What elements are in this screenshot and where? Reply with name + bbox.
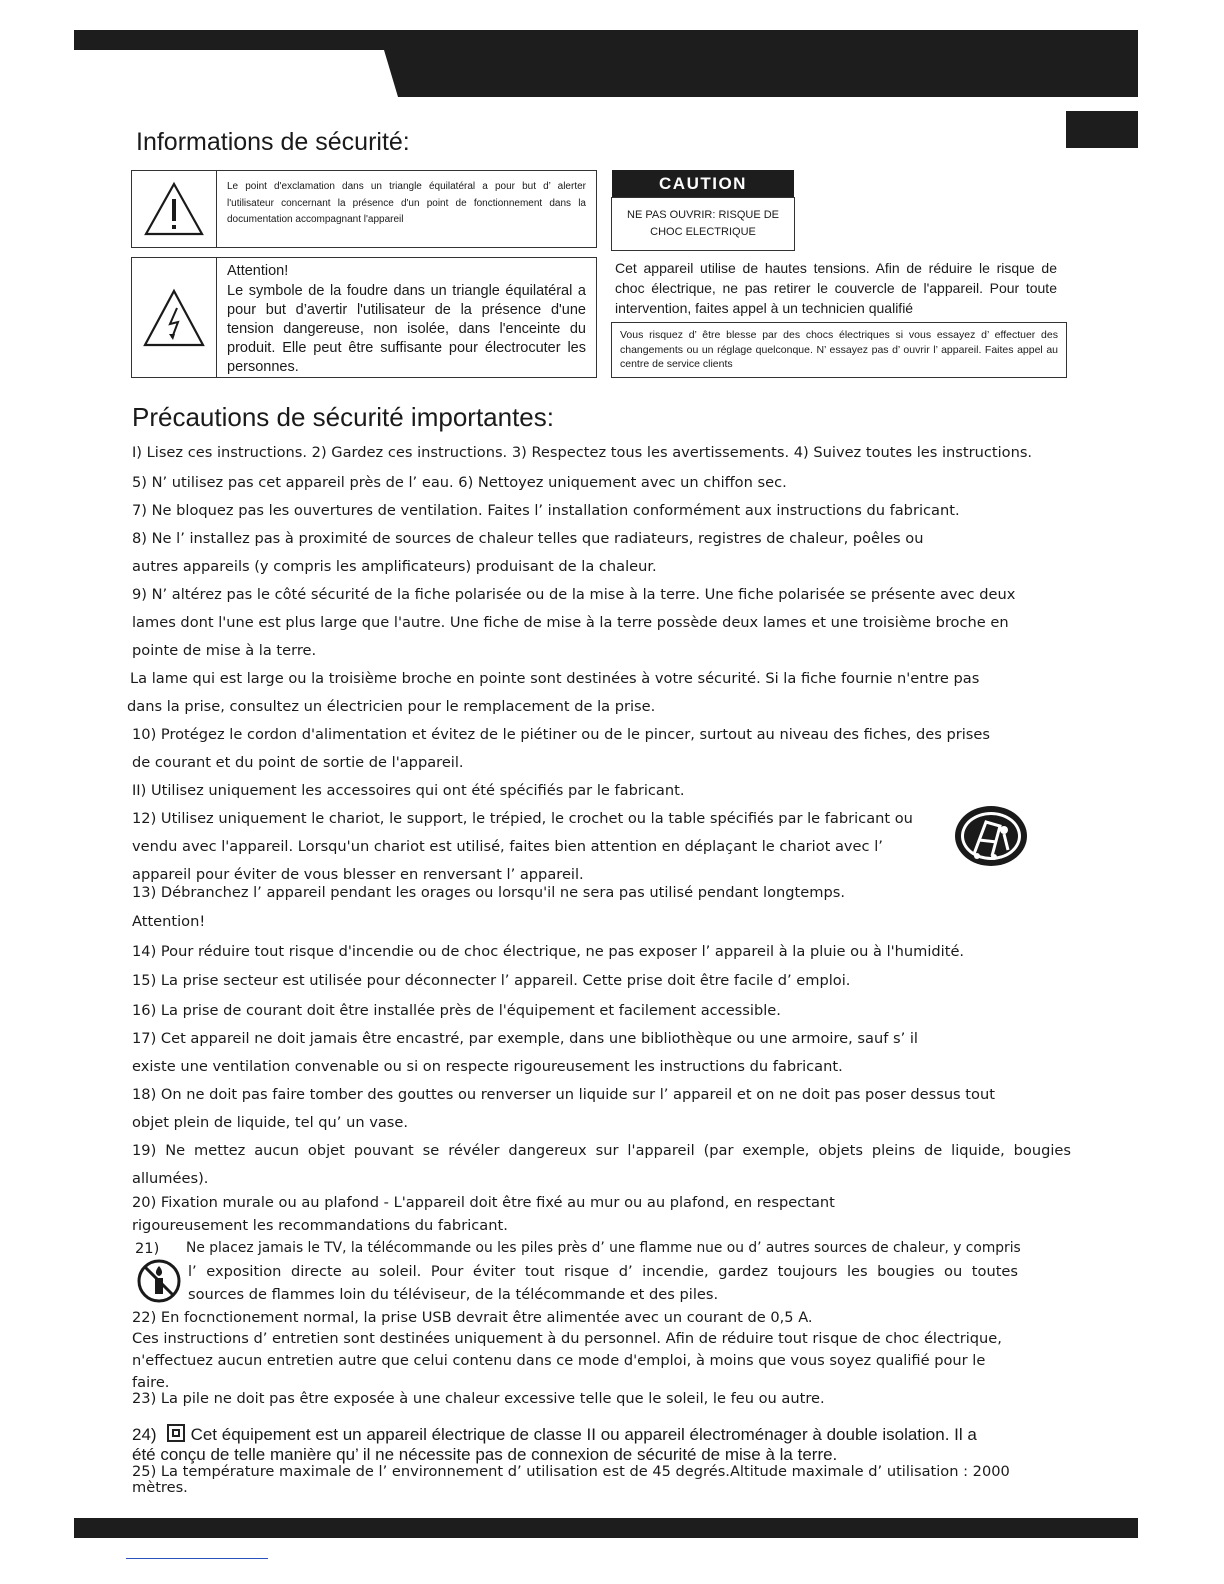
- footer-link-line: [126, 1558, 268, 1559]
- instruction-line: vendu avec l'appareil. Lorsqu'un chariot est utilisé, faites bien attention en déplaçant le chariot avec l’: [132, 838, 883, 855]
- lightning-triangle-icon: [142, 288, 206, 348]
- instruction-line: 23) La pile ne doit pas être exposée à une chaleur excessive telle que le soleil, le feu ou autre.: [132, 1390, 825, 1407]
- instruction-line: de courant et du point de sortie de l'appareil.: [132, 754, 464, 771]
- instruction-line: 14) Pour réduire tout risque d'incendie ou de choc électrique, ne pas exposer l’ appareil à la pluie ou à l'humidité.: [132, 943, 965, 960]
- instruction-line: Attention!: [132, 913, 206, 930]
- instruction-line: 19) Ne mettez aucun objet pouvant se révéler dangereux sur l'appareil (par exemple, objets pleins de liquide, bougies: [132, 1142, 1071, 1159]
- instruction-line: 10) Protégez le cordon d'alimentation et évitez de le piétiner ou de le pincer, surtout au niveau des fiches, des prises: [132, 726, 990, 743]
- class-ii-icon: [167, 1424, 185, 1442]
- footer-bar: [74, 1518, 1138, 1538]
- exclamation-triangle-icon: [143, 181, 205, 237]
- exclamation-notice: [131, 170, 597, 248]
- instruction-line: n'effectuez aucun entretien autre que celui contenu dans ce mode d'emploi, à moins que vous soyez qualifié pour le: [132, 1352, 986, 1369]
- instruction-line: II) Utilisez uniquement les accessoires qui ont été spécifiés par le fabricant.: [132, 782, 685, 799]
- lightning-notice: [131, 257, 597, 378]
- instruction-line: dans la prise, consultez un électricien pour le remplacement de la prise.: [127, 698, 656, 715]
- instruction-line: 18) On ne doit pas faire tomber des gouttes ou renverser un liquide sur l’ appareil et on ne doit pas poser dessus tout: [132, 1086, 995, 1103]
- caution-label: CAUTION: [612, 170, 794, 197]
- caution-line-2: CHOC ELECTRIQUE: [650, 226, 756, 238]
- section-tab: [1066, 111, 1138, 148]
- instruction-line: 22) En focnctionement normal, la prise USB devrait être alimentée avec un courant de 0,5 A.: [132, 1309, 813, 1326]
- instruction-line: lames dont l'une est plus large que l'autre. Une fiche de mise à la terre possède deux lames et une troisième broche en: [132, 614, 1009, 631]
- lightning-text: Le symbole de la foudre dans un triangle équilatéral a pour but d’avertir l'utilisateur de la présence d'une tension dangereuse, non isolée, dans l'enceinte du produit. Elle peut être suffisante pour électrocuter les personnes.: [227, 283, 586, 375]
- exclamation-text: Le point d'exclamation dans un triangle équilatéral a pour but d’ alerter l'utilisateur concernant la présence d'un point de fonctionnement dans la documentation accompagnant l'appareil: [227, 181, 586, 225]
- class-ii-text: Cet équipement est un appareil électrique de classe II ou appareil électroménager à double isolation. Il a: [190, 1425, 977, 1444]
- instruction-line: objet plein de liquide, tel qu’ un vase.: [132, 1114, 409, 1131]
- instruction-line: 5) N’ utilisez pas cet appareil près de l’ eau. 6) Nettoyez uniquement avec un chiffon sec.: [132, 474, 787, 491]
- instruction-line: 8) Ne l’ installez pas à proximité de sources de chaleur telles que radiateurs, registres de chaleur, poêles ou: [132, 530, 924, 547]
- instruction-line: rigoureusement les recommandations du fabricant.: [132, 1217, 508, 1234]
- instruction-line: 21): [135, 1240, 160, 1257]
- instruction-line: 20) Fixation murale ou au plafond - L'appareil doit être fixé au mur ou au plafond, en respectant: [132, 1194, 835, 1211]
- high-voltage-text: Cet appareil utilise de hautes tensions. Afin de réduire le risque de choc électrique, ne pas retirer le couvercle de l'appareil. Pour toute intervention, faites appel à un technicien qualifié: [615, 260, 1057, 316]
- instruction-line: faire.: [132, 1374, 170, 1391]
- instruction-line: La lame qui est large ou la troisième broche en pointe sont destinées à votre sécurité. Si la fiche fournie n'entre pas: [130, 670, 980, 687]
- section-title: Précautions de sécurité importantes:: [132, 402, 554, 432]
- instruction-line: appareil pour éviter de vous blesser en renversant l’ appareil.: [132, 866, 584, 883]
- item-number: 24): [132, 1425, 157, 1444]
- instruction-line: 9) N’ altérez pas le côté sécurité de la fiche polarisée ou de la mise à la terre. Une fiche polarisée se présente avec deux: [132, 586, 1016, 603]
- header-bar: [74, 30, 1138, 97]
- warning-box: Vous risquez d’ être blesse par des chocs électriques si vous essayez d’ effectuer des changements ou un réglage quelconque. N’ essayez pas d’ ouvrir l’ appareil. Faites appel au centre de service clients: [611, 322, 1067, 378]
- instruction-line: été conçu de telle manière qu’ il ne nécessite pas de connexion de sécurité de mise à la terre.: [132, 1445, 838, 1464]
- instruction-line: Ne placez jamais le TV, la télécommande ou les piles près d’ une flamme nue ou d’ autres sources de chaleur, y compris: [186, 1240, 1021, 1256]
- instruction-line: Ces instructions d’ entretien sont destinées uniquement à du personnel. Afin de réduire tout risque de choc électrique,: [132, 1330, 1002, 1347]
- instruction-line: [132, 1424, 977, 1445]
- instruction-line: 12) Utilisez uniquement le chariot, le support, le trépied, le crochet ou la table spécifiés par le fabricant ou: [132, 810, 913, 827]
- instruction-line: 13) Débranchez l’ appareil pendant les orages ou lorsqu'il ne sera pas utilisé pendant longtemps.: [132, 884, 845, 901]
- no-flame-icon: [136, 1258, 182, 1304]
- instruction-line: autres appareils (y compris les amplificateurs) produisant de la chaleur.: [132, 558, 657, 575]
- lightning-heading: Attention!: [227, 263, 289, 279]
- instruction-line: I) Lisez ces instructions. 2) Gardez ces instructions. 3) Respectez tous les avertissements. 4) Suivez toutes les instructions.: [132, 444, 1033, 461]
- instruction-line: sources de flammes loin du téléviseur, de la télécommande et des piles.: [188, 1286, 719, 1303]
- instruction-line: 16) La prise de courant doit être installée près de l'équipement et facilement accessible.: [132, 1002, 781, 1019]
- instruction-line: 15) La prise secteur est utilisée pour déconnecter l’ appareil. Cette prise doit être facile d’ emploi.: [132, 972, 851, 989]
- instruction-line: l’ exposition directe au soleil. Pour éviter tout risque d’ incendie, gardez toujours les bougies ou toutes: [188, 1263, 1018, 1280]
- instruction-line: 25) La température maximale de l’ environnement d’ utilisation est de 45 degrés.Altitude maximale d’ utilisation : 2000: [132, 1463, 1010, 1480]
- instruction-line: mètres.: [132, 1479, 188, 1496]
- caution-body: [611, 197, 795, 251]
- caution-line-1: NE PAS OUVRIR: RISQUE DE: [627, 209, 779, 221]
- instruction-line: existe une ventilation convenable ou si on respecte rigoureusement les instructions du fabricant.: [132, 1058, 843, 1075]
- instruction-line: pointe de mise à la terre.: [132, 642, 317, 659]
- cart-tip-warning-icon: [952, 804, 1030, 868]
- page-title: Informations de sécurité:: [136, 128, 410, 156]
- instruction-line: allumées).: [132, 1170, 209, 1187]
- instruction-line: 7) Ne bloquez pas les ouvertures de ventilation. Faites l’ installation conformément aux instructions du fabricant.: [132, 502, 960, 519]
- instruction-line: 17) Cet appareil ne doit jamais être encastré, par exemple, dans une bibliothèque ou une armoire, sauf s’ il: [132, 1030, 918, 1047]
